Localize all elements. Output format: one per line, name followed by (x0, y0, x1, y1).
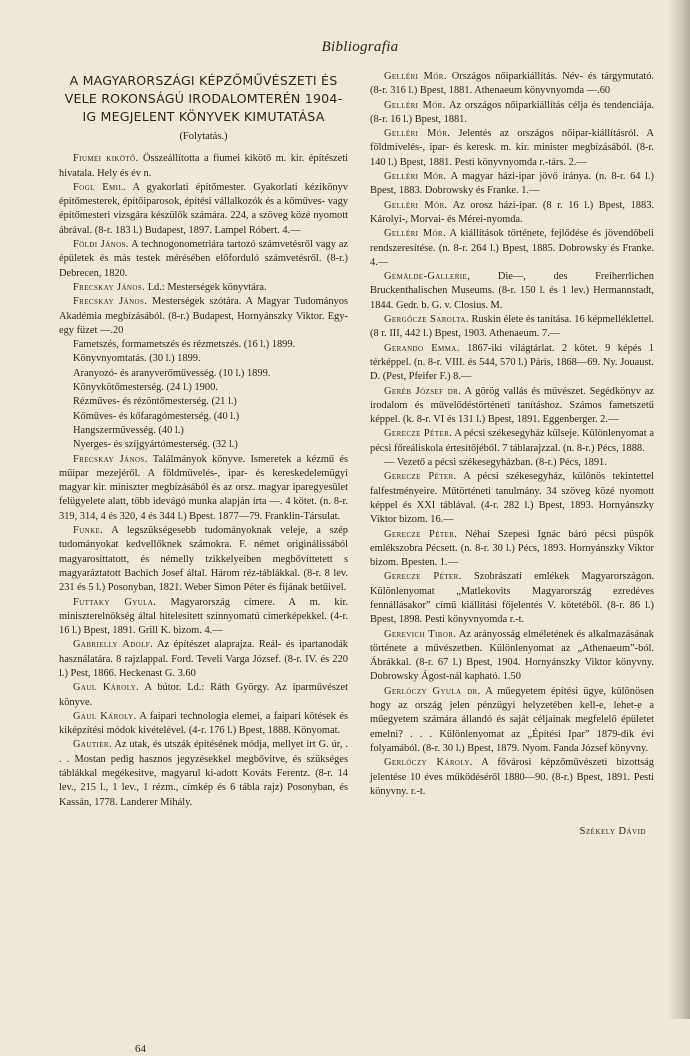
bibliography-entry (370, 385, 654, 428)
bibliography-entry (59, 738, 348, 809)
entry-text: Az orosz házi-ipar. (8 r. 16 l.) Bpest, 1883. Károlyi-, Morvai- és Mérei-nyomda. (370, 199, 654, 225)
page-edge-shadow (668, 0, 690, 1019)
bibliography-subentry: Hangszerművesség. (40 l.) (73, 424, 184, 436)
entry-text: Az utak, és utszák építésének módja, mellyet irt G. úr, . . . Mostan pedig hasznos jegyzésekkel megbővitve, és szükséges táblákkal megékesitve, magyarul ki-adott Kováts Ferentz. (8-r. 14 lev., 215 l., 1 lev., 1 rézm., címkép és 6 tábla rajz) Posonyban, és Kassán, 1778. Landerer Mihály. (59, 739, 348, 808)
article-subtitle: (Folytatás.) (179, 131, 228, 142)
entry-author: Gaul Károly. (73, 710, 137, 722)
entry-text: Összeállította a fiumei kikötő m. kir. építészeti hivatala. Hely és év n. (59, 153, 348, 179)
entry-text: A görög vallás és művészet. Segédkönyv az irodalom és művelődéstörténeti tanításhoz. Számos fametszetű képpel. (k. 8-r. VI és 131 l.) Bpest, 1891. Eggenberger. 2.— (370, 385, 655, 426)
bibliography-entry (370, 127, 654, 170)
entry-text: Az országos nőiparkiállítás célja és tendenciája. (8-r. 16 l.) Bpest, 1881. (370, 99, 654, 125)
entry-author: Geréb József dr. (384, 385, 462, 397)
left-entries (59, 152, 348, 810)
entry-text: Magyarország címere. A m. kir. miniszterelnökség által hitelesített színnyomatú címerképekkel. (4-r. 16 l.) Bpest, 1891. Grill K. bizom. 4.— (59, 596, 348, 637)
left-column (59, 70, 348, 1055)
entry-author: Gaul Károly. (73, 682, 140, 694)
entry-text: Az építészet alaprajza. Reál- és ipartanodák használatára. 8 rajzlappal. Ford. Teveli Varga József. (8-r. IV. és 220 l.) Pest, 1866. Heckenast G. 3.60 (59, 639, 348, 679)
bibliography-entry (370, 270, 654, 313)
bibliography-entry (370, 199, 654, 228)
entry-author: Frecskay János. (73, 296, 148, 308)
article-title: A MAGYARORSZÁGI KÉPZŐMŰVÉSZETI ÉS VELE ROKONSÁGÚ IRODALOMTERÉN 1904-IG MEGJELENT KÖNYVEK KIMUTATÁSA (64, 73, 343, 124)
entry-author: Fogl Emil. (73, 181, 126, 193)
bibliography-entry (370, 470, 654, 527)
bibliography-entry (370, 685, 654, 756)
entry-author: Gelléri Mór. (384, 128, 451, 140)
entry-text: Az arányosság elméletének és alkalmazásának története a művészetben. Különlenyomat az „Athenaeum”-ból. Ábrákkal. (8-r. 67 l.) Bpest, 1904. Hornyánszky Viktor könyvny. Dobrowsky Ágost-nál kapható. 1.50 (370, 628, 654, 683)
bibliography-entry (59, 681, 348, 710)
entry-author: Gelléri Mór. (384, 171, 447, 183)
bibliography-subentry: Fametszés, formametszés és rézmetszés. (16 l.) 1899. (73, 339, 296, 351)
bibliography-entry (370, 99, 654, 128)
entry-text: A fővárosi képzőművészeti bizottság jelentése 10 éves működéséről 1880—90. (8-r.) Bpest, 1891. Pesti könyvny. r.-t. (370, 757, 654, 797)
entry-author: Futtaky Gyula. (73, 596, 157, 608)
entry-author: Gerecze Péter. (384, 471, 457, 483)
bibliography-subentry: Aranyozó- és aranyverőművesség. (10 l.) 1899. (73, 367, 271, 379)
entry-author: Gabrielly Adolf. (73, 639, 154, 651)
entry-author: Frecskay János. (73, 281, 146, 293)
entry-text: 1867-iki világtárlat. 2 kötet. 9 képés 1 térképpel. (n. 8-r. VIII. és 544, 570 l.) Páris, 1868—69. Ny. Jouaust. D. (Pest, Pfeifer F.) 8.— (370, 342, 654, 383)
entry-author: Gelléri Mór. (384, 228, 446, 240)
bibliography-entry (370, 570, 654, 627)
entry-text: A kiállítások története, fejlődése és jövendőbeli rendszeresítése. (n. 8-r. 264 l.) Bpest, 1885. Dobrowsky és Franke. 4.— (370, 228, 654, 268)
entry-text: A gyakorlati építőmester. Gyakorlati kézikönyv építőmesterek, építőiparosok, építési vállalkozók és a kőműves- vagy építőmesteri vizsgára készülők számára. 224, a szöveg közé nyomott ábrával. (8-r. 183 l.) Budapest, 1897. Lampel Róbert. 4.— (59, 181, 348, 236)
entry-author: Gerlóczy Gyula dr. (384, 685, 481, 697)
right-column (370, 70, 654, 839)
entry-author: Gergőcze Sarolta. (384, 314, 469, 326)
entry-text: Die—, des Freiherrlichen Bruckenthalischen Museums. (8-r. 150 l. és 1 lev.) Hermannstadt, 1844. Gedr. b. G. v. Closius. M. (370, 271, 654, 311)
entry-text: A műegyetem építési ügye, különösen hogy az ország jelen pénzügyi helyzetében kell-e, lehet-e a műegyetem számára állandó és saját céljainak megfelelő épületet emelni? . . . Különlenyomat az „Építési Ipar” 1879-dik évi folyamából. (8-r. 30 l.) Bpest, 1879. Nyom. Fanda József könyvny. (370, 685, 654, 754)
entry-text: A pécsi székesegyház, különös tekintettel falfestményeire. Műtörténeti tanulmány. 34 szöveg közé nyomott képpel és XXI táblával. (4-r. 282 l.) Bpest, 1893. Hornyánszky Viktor bizom. 16.— (370, 471, 654, 526)
bibliography-entry (59, 152, 348, 181)
bibliography-entry (59, 524, 348, 595)
entry-text: Jelentés az országos nőipar-kiállításról. A földmívelés-, ipar- és keresk. m. kir. minister megbízásából. (8-r. 140 l.) Bpest, 1881. Pesti könyvnyomda r.-társ. 2.— (370, 128, 654, 168)
bibliography-subentry: Könyvkötőmesterség. (24 l.) 1900. (73, 382, 218, 394)
entry-text: Néhai Szepesi Ignác báró pécsi püspök emlékszobra Pécsett. (n. 8-r. 30 l.) Pécs, 1893. Hornyánszky Viktor bizom. Bpesten. 1.— (370, 528, 654, 569)
entry-text: Mesterségek szótára. A Magyar Tudományos Akadémia megbízásából. (8-r.) Budapest, Hornyánszky Viktor. Egy-egy füzet —.20 (59, 296, 348, 336)
entry-author: Gerecze Péter. (384, 428, 453, 440)
bibliography-entry (370, 313, 654, 342)
bibliography-subentry: Nyerges- és szíjgyártómesterség. (32 l.) (73, 439, 238, 451)
bibliography-entry (59, 596, 348, 639)
entry-text: Szobrászati emlékek Magyarországon. Különlenyomat „Matlekovits Magyarország ezredéves fennállásakor” című kiállítási főjelentés V. kötetéből. (8-r. 86 l.) Bpest, 1898. Pesti könyvnyomda r.-t. (370, 571, 654, 626)
entry-text: A faipari technologia elemei, a faipari kötések és kiképzítési módok kivételével. (4-r. 176 l.) Bpest, 1888. Könyomat. (59, 710, 348, 737)
running-head: Bibliografia (321, 39, 399, 55)
bibliography-entry (370, 756, 654, 799)
entry-author: Gautier. (73, 739, 112, 751)
bibliography-entry (59, 181, 348, 238)
author-signature: Székely Dávid (579, 826, 646, 838)
bibliography-entry (370, 628, 654, 685)
entry-text: A pécsi székesegyház külseje. Különlenyomat a pécsi főreáliskola értesítőjéből. 7 táblarajzzal. (n. 8-r.) Pécs, 1888. (370, 428, 654, 454)
entry-text: A technogonometriára tartozó számvetésről vagy az épületek és más testek mérésében előforduló számvetésről. (8-r.) Debrecen, 1820. (59, 239, 348, 279)
bibliography-entry (59, 281, 348, 295)
bibliography-subentry: Kőműves- és kőfaragómesterség. (40 l.) (73, 410, 240, 422)
bibliography-entry (59, 638, 348, 681)
bibliography-entry (59, 295, 348, 338)
bibliography-subentry: Rézműves- és rézöntőmesterség. (21 l.) (73, 396, 237, 408)
entry-author: Gerando Emma. (384, 342, 460, 354)
entry-text: Ruskin élete és tanítása. 16 képmelléklettel. (8 r. III, 442 l.) Bpest, 1903. Athenaeum. 7.— (370, 314, 654, 340)
entry-author: Gelléri Mór. (384, 71, 447, 82)
bibliography-entry (370, 70, 654, 99)
entry-text: Találmányok könyve. Ismeretek a kézmű és műipar mezejéről. A földművelés-, ipar- és kereskedelemügyi magyar kir. miniszter megbízásából és az orsz. magyar iparegyesület felügyelete alatt, több idevágó munka alapján írta —. 4 kötet. (n. 8-r. 319, 314, 4 és 320, 4 és 344 l.) Bpest. 1877—79. Franklin-Társulat. (59, 453, 348, 522)
entry-text: A magyar házi-ipar jövő iránya. (n. 8-r. 64 l.) Bpest, 1883. Dobrowsky és Franke. 1.— (370, 171, 654, 197)
bibliography-entry (59, 453, 348, 524)
entry-text: A legszükségesebb tudományoknak veleje, a szép tudományokat kedvellőknek számokra. F. német originálissából magyarosíttatott, és némelly tzikkelyeiben megbővíttetett s magyaráztatott Bachich Josef által. Három réz-táblákkal. (8-r. 8 lev. 231 és 5 l.) Posonyban, 1821. Weber Simon Péter és fijának betűivel. (59, 525, 348, 594)
entry-author: Gerlóczy Károly. (384, 757, 473, 769)
right-entries (370, 70, 654, 799)
entry-author: Gelléri Mór. (384, 99, 446, 111)
entry-author: Gerecze Péter. (384, 528, 458, 540)
bibliography-entry (370, 427, 654, 456)
bibliography-entry (59, 238, 348, 281)
entry-author: Gerevich Tibor. (384, 628, 457, 640)
entry-author: Gelléri Mór. (384, 199, 448, 211)
entry-author: Funke. (73, 525, 104, 537)
entry-text: Országos nőiparkiállítás. Név- és tárgymutató. (8-r. 316 l.) Bpest, 1881. Athenaeum könyvnyomda —.60 (370, 71, 654, 97)
bibliography-subentry: Könyvnyomtatás. (30 l.) 1899. (73, 353, 201, 365)
bibliography-subentry: — Vezető a pécsi székesegyházban. (8-r.) Pécs, 1891. (384, 457, 607, 469)
bibliography-entry (370, 342, 654, 385)
entry-author: Fiumei kikötő. (73, 153, 139, 165)
entry-author: Frecskay János. (73, 453, 148, 465)
entry-author: Földi János. (73, 239, 129, 251)
entry-author: Gerecze Péter. (384, 571, 462, 583)
bibliography-entry (370, 170, 654, 199)
bibliography-entry (370, 227, 654, 270)
bibliography-entry (59, 710, 348, 739)
entry-author: Gemälde-Gallerie, (384, 271, 471, 283)
bibliography-entry (370, 528, 654, 571)
page-number: 64 (135, 1043, 146, 1055)
entry-text: Ld.: Mesterségek könyvtára. (145, 281, 267, 293)
entry-text: A bútor. Ld.: Ráth György. Az iparművészet könyve. (59, 682, 348, 708)
